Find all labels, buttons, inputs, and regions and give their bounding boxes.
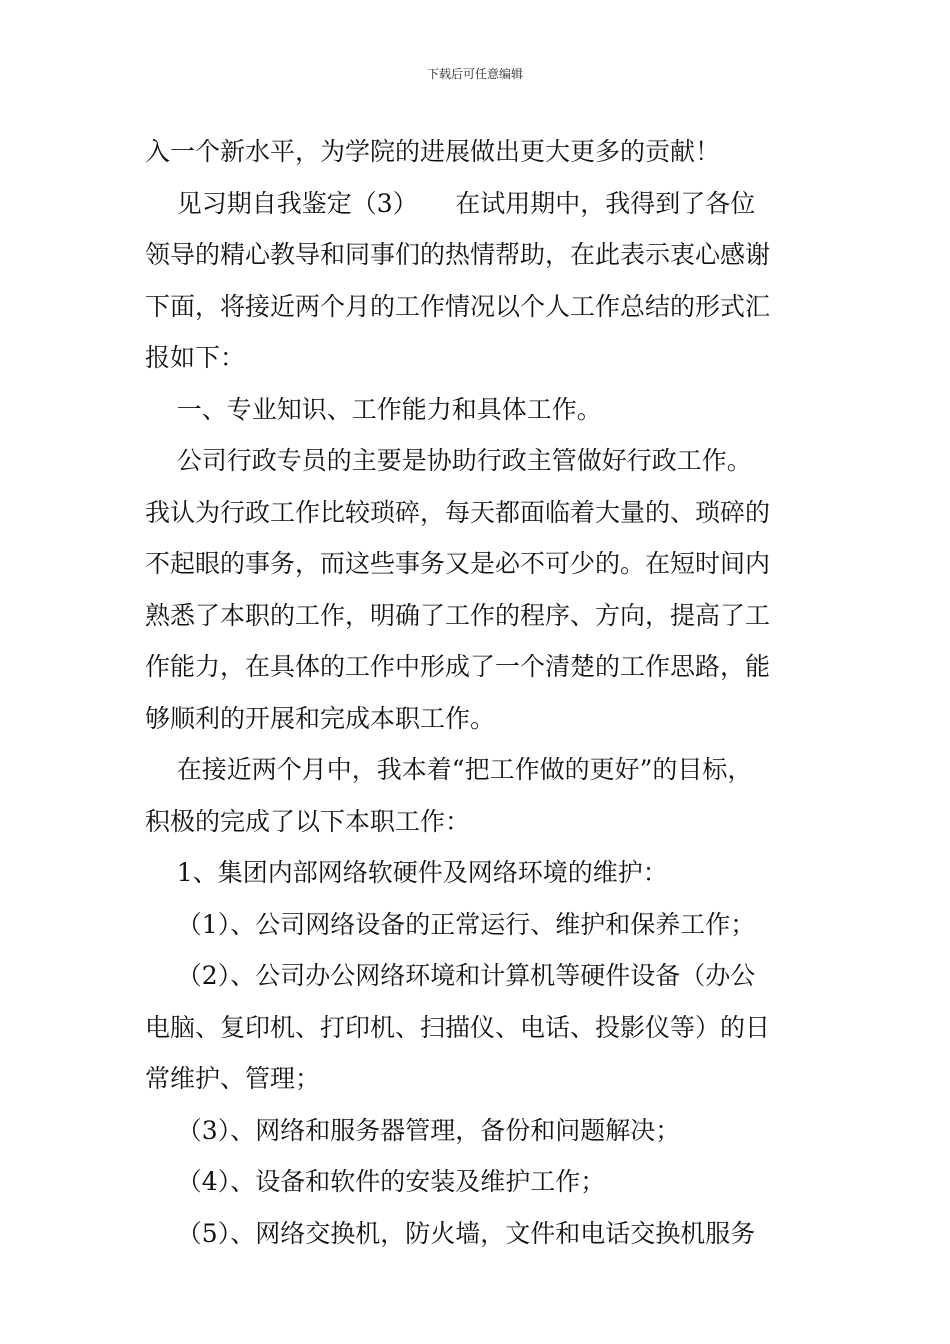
text-line: 积极的完成了以下本职工作： [145, 806, 471, 836]
text-line: 1、集团内部网络软硬件及网络环境的维护： [145, 858, 668, 887]
page-header: 下载后可任意编辑 [426, 67, 523, 81]
text-line: 领导的精心教导和同事们的热情帮助，在此表示衷心感谢 [145, 240, 771, 269]
text-line: 够顺利的开展和完成本职工作。 [145, 703, 496, 733]
document-body [145, 126, 825, 1259]
text-line: 电脑、复印机、打印机、扫描仪、电话、投影仪等）的日 [145, 1012, 771, 1042]
text-line: （5）、网络交换机，防火墙，文件和电话交换机服务 [145, 1218, 756, 1248]
text-line: 熟悉了本职的工作，明确了工作的程序、方向，提高了工 [145, 600, 771, 630]
text-line: 见习期自我鉴定（3） 在试用期中，我得到了各位 [145, 188, 756, 218]
text-line: 作能力，在具体的工作中形成了一个清楚的工作思路，能 [145, 652, 771, 681]
text-line: 常维护、管理； [145, 1064, 321, 1093]
text-line: 入一个新水平，为学院的进展做出更大更多的贡献！ [145, 137, 721, 166]
text-line: 不起眼的事务，而这些事务又是必不可少的。在短时间内 [145, 549, 771, 578]
text-line: 我认为行政工作比较琐碎，每天都面临着大量的、琐碎的 [145, 497, 771, 527]
text-line: （2）、公司办公网络环境和计算机等硬件设备（办公 [145, 961, 756, 990]
text-line: 报如下： [145, 343, 246, 372]
text-line: （1）、公司网络设备的正常运行、维护和保养工作； [145, 909, 756, 939]
text-line: 公司行政专员的主要是协助行政主管做好行政工作。 [145, 446, 752, 475]
text-line: （3）、网络和服务器管理，备份和问题解决； [145, 1115, 681, 1145]
text-line: 一、专业知识、工作能力和具体工作。 [145, 394, 602, 424]
text-line: 在接近两个月中，我本着“把工作做的更好”的目标， [145, 755, 753, 784]
text-line: 下面，将接近两个月的工作情况以个人工作总结的形式汇 [145, 291, 771, 321]
text-line: （4）、设备和软件的安装及维护工作； [145, 1167, 606, 1196]
